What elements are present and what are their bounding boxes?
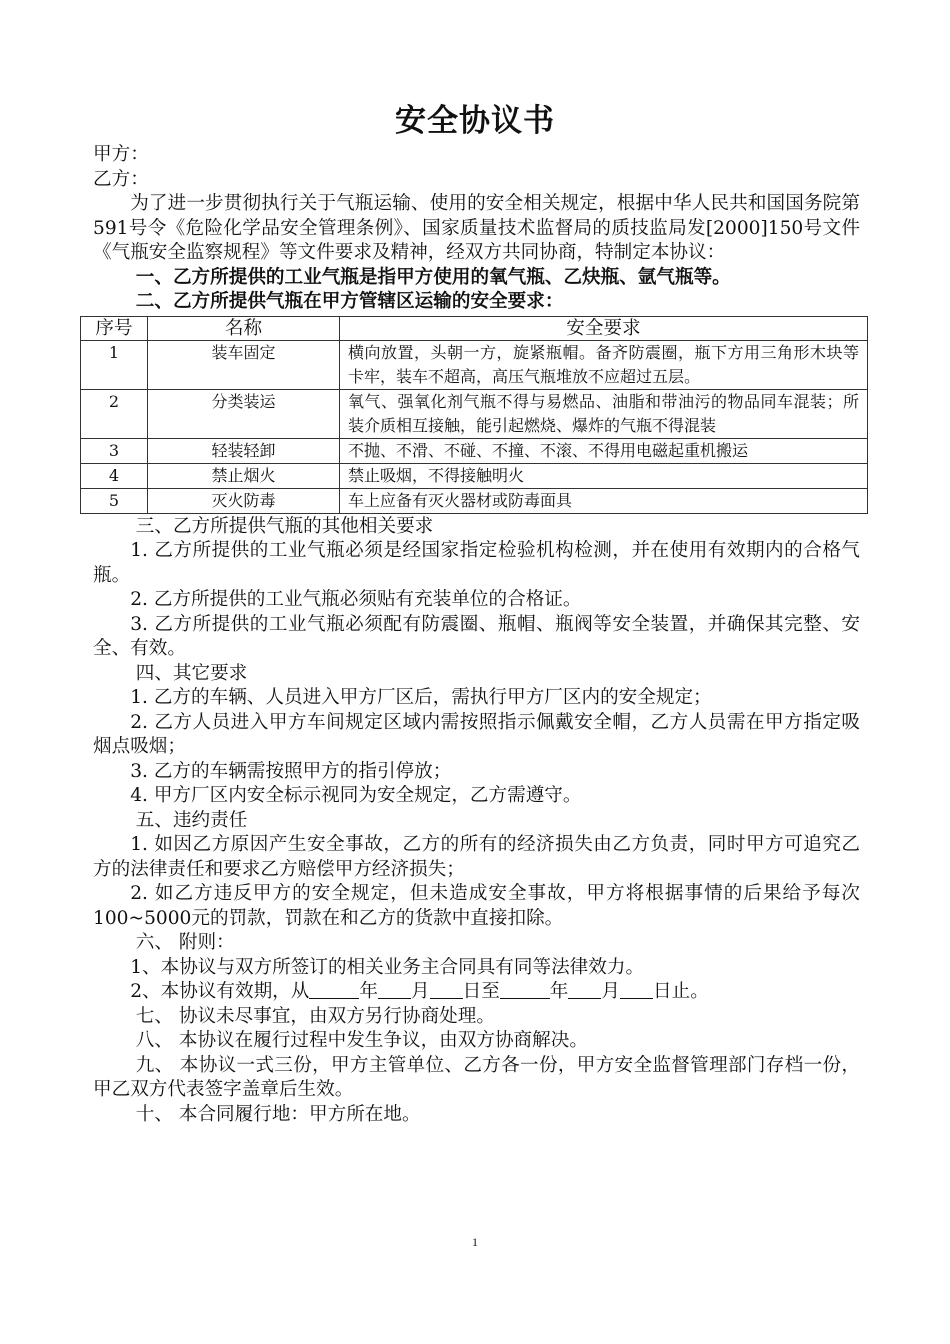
table-row <box>81 340 868 389</box>
start-day-blank <box>430 980 463 999</box>
row-no: 5 <box>81 488 148 513</box>
row-name: 装车固定 <box>148 340 340 389</box>
validity-year-2: 年 <box>549 981 569 1002</box>
header-name: 名称 <box>148 316 340 340</box>
section-3-item: 3. 乙方所提供的工业气瓶必须配有防震圈、瓶帽、瓶阀等安全装置，并确保其完整、安全、有效。 <box>93 613 860 659</box>
section-5-item: 1. 如因乙方原因产生安全事故，乙方的所有的经济损失由乙方负责，同时甲方可追究乙方的法律责任和要求乙方赔偿甲方经济损失； <box>93 834 860 880</box>
row-no: 3 <box>81 438 148 463</box>
intro-paragraph: 为了进一步贯彻执行关于气瓶运输、使用的安全相关规定，根据中华人民共和国国务院第591号令《危险化学品安全管理条例》、国家质量技术监督局的质技监局发[2000]150号文件《气瓶安全监察规程》等文件要求及精神，经双方共同协商，特制定本协议： <box>93 193 860 263</box>
row-requirement: 不抛、不滑、不碰、不撞、不滚、不得用电磁起重机搬运 <box>340 438 868 463</box>
section-4-item: 2. 乙方人员进入甲方车间规定区域内需按照指示佩戴安全帽，乙方人员需在甲方指定吸烟点吸烟； <box>93 711 860 757</box>
table-header-row <box>81 316 868 340</box>
section-9: 九、 本协议一式三份，甲方主管单位、乙方各一份，甲方安全监督管理部门存档一份，甲乙双方代表签字盖章后生效。 <box>93 1054 860 1100</box>
validity-month: 月 <box>410 981 430 1002</box>
row-requirement: 禁止吸烟，不得接触明火 <box>340 463 868 488</box>
document-title: 安全协议书 <box>395 103 555 139</box>
row-requirement: 车上应备有灭火器材或防毒面具 <box>340 488 868 513</box>
row-requirement: 横向放置，头朝一方，旋紧瓶帽。备齐防震圈，瓶下方用三角形木块等卡牢，装车不超高，高压气瓶堆放不应超过五层。 <box>340 340 868 389</box>
page-number: 1 <box>472 1235 478 1249</box>
party-b-label: 乙方： <box>93 168 149 190</box>
table-row <box>81 389 868 438</box>
party-a-label: 甲方： <box>93 144 149 165</box>
table-row <box>81 488 868 513</box>
row-name: 分类装运 <box>148 389 340 438</box>
header-no: 序号 <box>81 316 148 340</box>
section-7: 七、 协议未尽事宜，由双方另行协商处理。 <box>135 1005 495 1027</box>
row-no: 1 <box>81 340 148 389</box>
safety-requirements-table <box>80 316 868 514</box>
document-body <box>93 143 860 1127</box>
section-4-item: 1. 乙方的车辆、人员进入甲方厂区后，需执行甲方厂区内的安全规定； <box>130 687 712 708</box>
section-1-text: 一、乙方所提供的工业气瓶是指甲方使用的氧气瓶、乙炔瓶、氩气瓶等。 <box>135 266 731 288</box>
end-month-blank <box>568 980 601 999</box>
section-4-heading: 四、其它要求 <box>135 662 248 684</box>
section-4-item: 4. 甲方厂区内安全标示视同为安全规定，乙方需遵守。 <box>130 785 582 806</box>
validity-day-to: 日至 <box>462 981 500 1002</box>
row-requirement: 氧气、强氧化剂气瓶不得与易燃品、油脂和带油污的物品同车混装；所装介质相互接触，能引起燃烧、爆炸的气瓶不得混装 <box>340 389 868 438</box>
start-month-blank <box>378 980 411 999</box>
section-3-item: 2. 乙方所提供的工业气瓶必须贴有充装单位的合格证。 <box>130 589 582 610</box>
section-4-item: 3. 乙方的车辆需按照甲方的指引停放； <box>130 760 452 782</box>
validity-clause <box>93 980 860 1005</box>
section-8: 八、 本协议在履行过程中发生争议，由双方协商解决。 <box>135 1030 588 1051</box>
validity-day-end: 日止。 <box>653 981 709 1002</box>
header-requirement: 安全要求 <box>340 316 868 340</box>
section-2 <box>93 290 860 315</box>
row-no: 2 <box>81 389 148 438</box>
section-6-heading: 六、 附则： <box>135 932 235 953</box>
section-5-item: 2. 如乙方违反甲方的安全规定，但未造成安全事故，甲方将根据事情的后果给予每次100~5000元的罚款，罚款在和乙方的货款中直接扣除。 <box>93 883 860 929</box>
section-3-item: 1. 乙方所提供的工业气瓶必须是经国家指定检验机构检测，并在使用有效期内的合格气瓶。 <box>93 540 860 586</box>
validity-prefix: 2、本协议有效期，从 <box>130 981 310 1002</box>
table-row <box>81 463 868 488</box>
row-name: 轻装轻卸 <box>148 438 340 463</box>
section-10: 十、 本合同履行地：甲方所在地。 <box>135 1103 421 1125</box>
section-2-text: 二、乙方所提供气瓶在甲方管辖区运输的安全要求： <box>135 291 564 312</box>
section-1 <box>93 266 860 291</box>
validity-month-2: 月 <box>601 981 621 1002</box>
row-name: 禁止烟火 <box>148 463 340 488</box>
start-year-blank <box>309 980 359 999</box>
table-row <box>81 438 868 463</box>
section-3-heading: 三、乙方所提供气瓶的其他相关要求 <box>135 515 434 537</box>
section-6-item: 1、本协议与双方所签订的相关业务主合同具有同等法律效力。 <box>130 956 645 978</box>
end-year-blank <box>500 980 550 999</box>
row-no: 4 <box>81 463 148 488</box>
validity-year: 年 <box>359 981 378 1002</box>
end-day-blank <box>620 980 653 999</box>
section-5-heading: 五、违约责任 <box>135 809 248 831</box>
row-name: 灭火防毒 <box>148 488 340 513</box>
